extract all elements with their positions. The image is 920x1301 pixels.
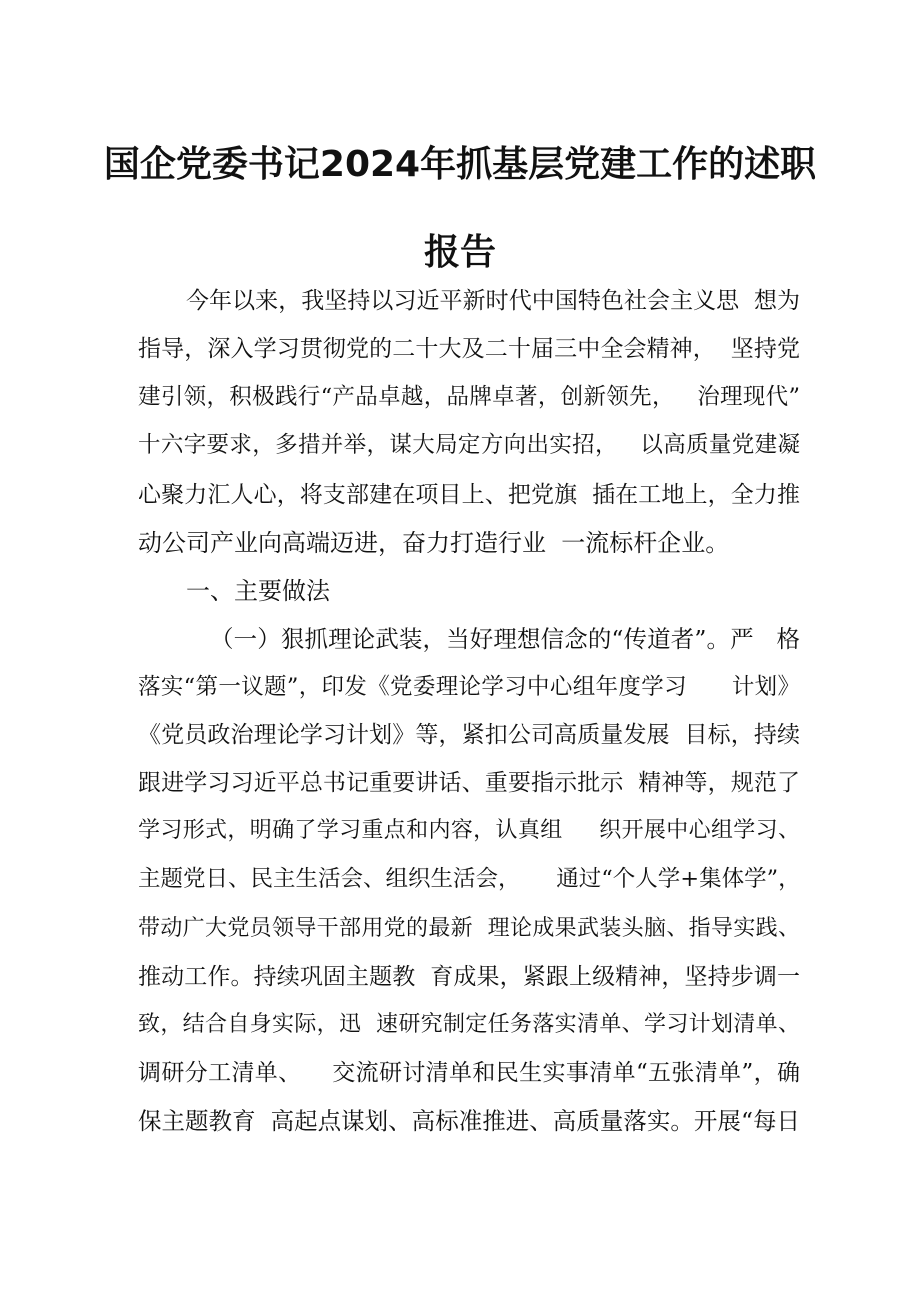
paragraph-line: 十六字要求，多措并举，谋大局定方向出实招， 以高质量党建凝 xyxy=(138,432,800,458)
section-heading: 一、主要做法 xyxy=(186,577,330,605)
document-title-line-2: 报告 xyxy=(423,232,496,273)
paragraph-line: 建引领，积极践行“产品卓越，品牌卓著，创新领先， 治理现代” xyxy=(138,384,800,410)
paragraph-line: 致，结合自身实际，迅 速研究制定任务落实清单、学习计划清单、 xyxy=(138,1012,800,1037)
paragraph-line: 带动广大党员领导干部用党的最新 理论成果武装头脑、指导实践、 xyxy=(138,916,800,941)
paragraph-line: 保主题教育 高起点谋划、高标准推进、高质量落实。开展“每日 xyxy=(138,1107,800,1135)
paragraph-line: 《党员政治理论学习计划》等，紧扣公司高质量发展 目标，持续 xyxy=(138,722,800,748)
paragraph-line: 指导，深入学习贯彻党的二十大及二十届三中全会精神， 坚持党 xyxy=(138,336,800,362)
document-title-line-1: 国企党委书记2024年抓基层党建工作的述职 xyxy=(103,144,817,185)
paragraph-line: 推动工作。持续巩固主题教 育成果，紧跟上级精神，坚持步调一 xyxy=(138,964,800,990)
paragraph-line: 落实“第一议题”，印发《党委理论学习中心组年度学习 计划》 xyxy=(138,674,800,700)
paragraph-line: 学习形式，明确了学习重点和内容，认真组 织开展中心组学习、 xyxy=(138,818,800,843)
paragraph-line: 主题党日、民主生活会、组织生活会， 通过“个人学+集体学”， xyxy=(138,866,801,892)
paragraph-line: 跟进学习习近平总书记重要讲话、重要指示批示 精神等，规范了 xyxy=(138,770,800,796)
paragraph-line: 调研分工清单、 交流研讨清单和民生实事清单“五张清单”，确 xyxy=(138,1060,800,1086)
paragraph-line: 动公司产业向高端迈进，奋力打造行业 一流标杆企业。 xyxy=(138,529,730,557)
paragraph-line: 今年以来，我坚持以习近平新时代中国特色社会主义思 想为 xyxy=(186,288,800,314)
subsection-heading-line: （一）狠抓理论武装，当好理想信念的“传道者”。严 格 xyxy=(210,625,800,653)
paragraph-line: 心聚力汇人心，将支部建在项目上、把党旗 插在工地上，全力推 xyxy=(138,482,800,508)
